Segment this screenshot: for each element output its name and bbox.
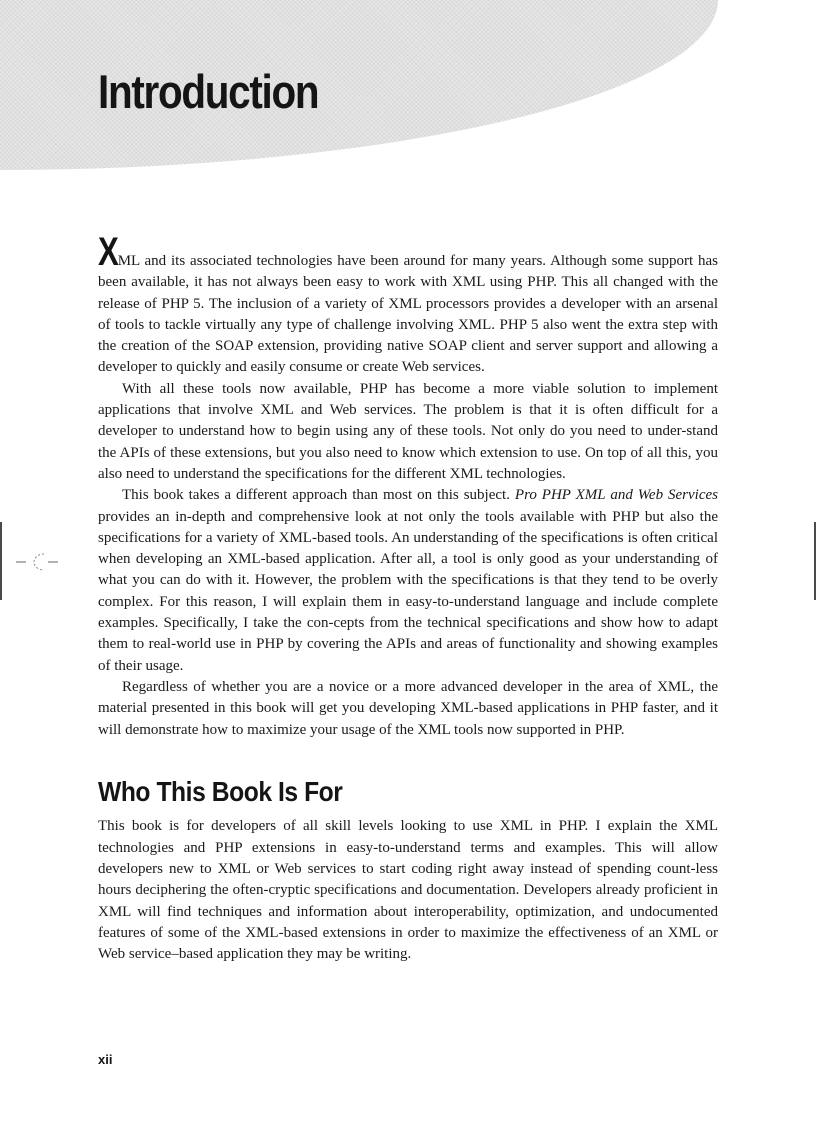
intro-paragraph-3-start: This book takes a different approach than most on this subject. xyxy=(122,487,515,504)
left-margin-mark xyxy=(0,522,2,600)
intro-paragraph-1 xyxy=(98,230,718,379)
chapter-body xyxy=(98,230,718,966)
drop-cap: X xyxy=(98,230,119,274)
intro-paragraph-4: Regardless of whether you are a novice or a more advanced developer in the area of XML, the material presented in this book will get you developing XML-based applications in PHP faster, and it will demonstrate how to maximize your usage of the XML tools now supported in PHP. xyxy=(98,678,718,738)
book-title: Pro PHP XML and Web Services xyxy=(514,487,718,504)
section-heading: Who This Book Is For xyxy=(98,775,343,807)
intro-paragraph-3 xyxy=(98,485,718,677)
intro-paragraph-3-rest: provides an in-depth and comprehensive look at not only the tools available with PHP but also the specifications for a variety of XML-based tools. An understanding of the specifications is often critical when developing an XML-based application. After all, a tool is only good as your understanding of what you can do with it. However, the problem with the specifications is that they tend to be overly complex. For this reason, I will explain them in easy-to-understand language and include complete examples. Specifically, I take the con-cepts from the technical specifications and show how to adapt them to real-world use in PHP by covering the APIs and areas of functionality and showing examples of their usage. xyxy=(98,508,718,674)
intro-paragraph-2: With all these tools now available, PHP has become a more viable solution to implement applications that involve XML and Web services. The problem is that it is often difficult for a developer to understand how to begin using any of these tools. Not only do you need to under-stand the APIs of these extensions, but you also need to know which extension to use. On top of all this, you also need to understand the specifications for the different XML technologies. xyxy=(98,380,718,482)
section-paragraph: This book is for developers of all skill levels looking to use XML in PHP. I explain the XML technologies and PHP extensions in easy-to-understand terms and examples. This will allow developers new to XML or Web services to start coding right away instead of spending count-less hours deciphering the often-cryptic specifications and documentation. Developers already proficient in XML will find techniques and information about interoperability, optimization, and undocumented features of some of the XML-based extensions in order to maximize the effectiveness of an XML or Web service–based application they may be writing. xyxy=(98,818,718,963)
chapter-title: Introduction xyxy=(98,65,319,118)
page-number: xii xyxy=(98,1052,113,1067)
intro-paragraph-1-text: ML and its associated technologies have been around for many years. Although some support has been available, it has not always been easy to work with XML using PHP. This all changed with the release of PHP 5. The inclusion of a variety of XML processors provides a developer with an arsenal of tools to tackle virtually any type of challenge involving XML. PHP 5 also went the extra step with the creation of the SOAP extension, providing native SOAP client and server support and allowing a developer to quickly and easily consume or create Web services. xyxy=(98,253,718,376)
registration-mark-icon xyxy=(16,552,60,572)
